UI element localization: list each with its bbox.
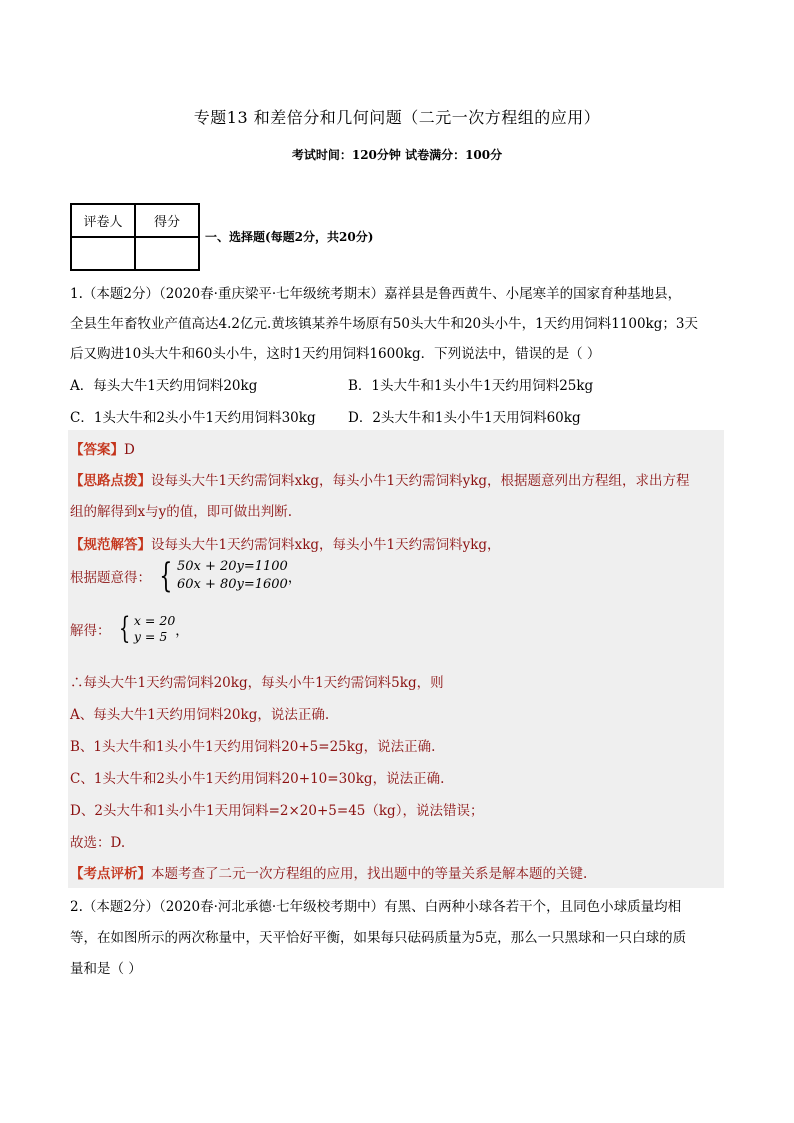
q1-option-c: C．1头大牛和2头小牛1天约用饲料30kg [70,410,316,426]
solution-line1 [70,533,501,553]
q2-line1: 2.（本题2分）（2020春·河北承德·七年级校考期中）有黑、白两种小球各若干个，且同色小球质量均相 [70,899,682,915]
answer-line [70,438,135,458]
equation-intro: 根据题意得： [70,570,151,586]
solution-option-d: D、2头大牛和1头小牛1天用饲料=2×20+5=45（kg），说法错误； [70,803,484,819]
solution-option-b: B、1头大牛和1头小牛1天约用饲料20+5=25kg，说法正确. [70,739,436,755]
equation-1: 50x + 20y=1100 [176,559,288,574]
choose-line: 故选：D. [70,835,126,851]
result-tail: ， [175,623,189,639]
q1-line2: 全县生年畜牧业产值高达4.2亿元.黄垓镇某养牛场原有50头大牛和20头小牛，1天约用饲料1100kg；3天 [70,316,698,332]
q1-option-d: D．2头大牛和1头小牛1天用饲料60kg [348,410,581,426]
answer-value: D [124,442,135,458]
q1-line3: 后又购进10头大牛和60头小牛，这时1天约用饲料1600kg．下列说法中，错误的是（ ） [70,346,601,362]
result-intro: 解得： [70,623,111,639]
solution-text1: 设每头大牛1天约需饲料xkg，每头小牛1天约需饲料ykg， [151,537,501,553]
hint-line1 [70,469,690,489]
score-header: 得分 [135,204,199,237]
solution-option-c: C、1头大牛和2头小牛1天约用饲料20+10=30kg，说法正确. [70,771,445,787]
result-y: y = 5 [133,629,168,644]
grader-header: 评卷人 [71,204,135,237]
answer-panel [68,430,724,888]
exam-info: 考试时间：120分钟 试卷满分：100分 [291,148,503,162]
q1-option-b: B．1头大牛和1头小牛1天约用饲料25kg [348,378,594,394]
brace-symbol: { [159,556,173,596]
evaluation-line [70,862,587,882]
evaluation-text: 本题考查了二元一次方程组的应用，找出题中的等量关系是解本题的关键. [151,866,588,882]
brace-symbol: { [118,611,131,646]
grader-cell [71,237,135,270]
hint-text1: 设每头大牛1天约需饲料xkg，每头小牛1天约需饲料ykg，根据题意列出方程组，求出方程 [151,473,690,489]
therefore-line: ∴每头大牛1天约需饲料20kg，每头小牛1天约需饲料5kg，则 [70,675,444,691]
q1-option-a: A．每头大牛1天约用饲料20kg [70,378,258,394]
hint-label: 【思路点拨】 [70,473,151,489]
equation-system [155,558,301,594]
page-title: 专题13 和差倍分和几何问题（二元一次方程组的应用） [193,108,601,127]
equation-2: 60x + 80y=1600 [176,577,288,592]
q1-line1: 1.（本题2分）（2020春·重庆梁平·七年级统考期末）嘉祥县是鲁西黄牛、小尾寒羊的国家育种基地县， [70,286,682,302]
section-heading: 一、选择题(每题2分，共20分) [205,230,374,244]
q2-line2: 等，在如图所示的两次称量中，天平恰好平衡，如果每只砝码质量为5克，那么一只黑球和一只白球的质 [70,930,687,946]
result-system-line [70,613,189,645]
result-x: x = 20 [133,613,176,628]
solution-option-a: A、每头大牛1天约用饲料20kg，说法正确. [70,707,330,723]
evaluation-label: 【考点评析】 [70,866,151,882]
score-table [70,203,200,271]
solution-label: 【规范解答】 [70,537,151,553]
hint-line2: 组的解得到x与y的值，即可做出判断. [70,504,293,520]
answer-label: 【答案】 [70,442,124,458]
equation-system-line [70,558,301,594]
result-system [115,613,189,645]
equation-tail: ， [287,570,302,586]
score-cell [135,237,199,270]
q2-line3: 量和是（ ） [70,961,142,977]
